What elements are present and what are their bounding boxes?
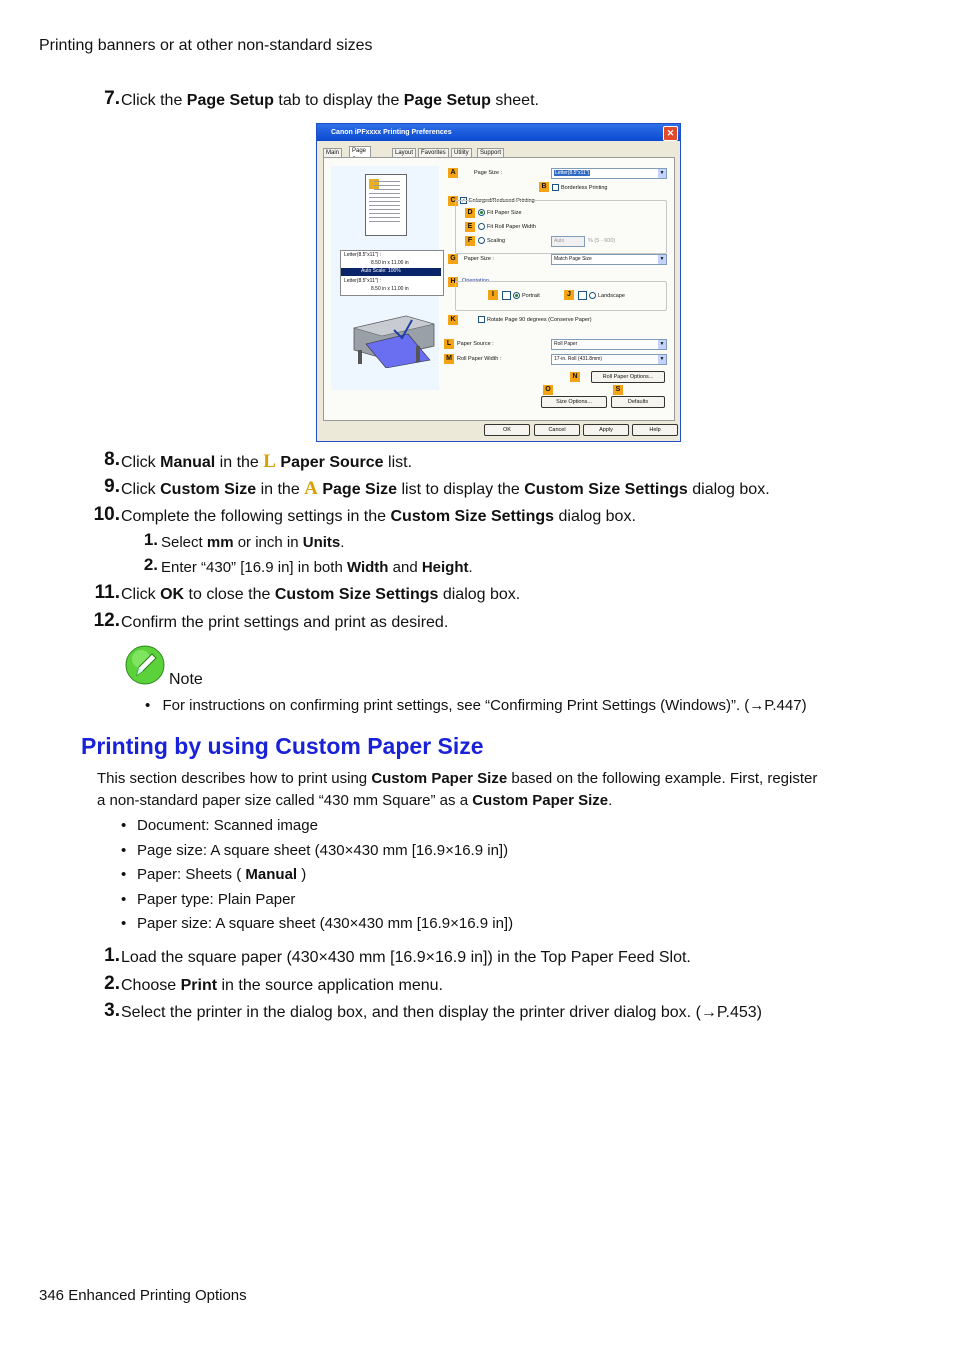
scaling-label: Scaling xyxy=(487,237,506,244)
roll-width-value: 17-in. Roll (431.8mm) xyxy=(554,356,603,362)
close-icon[interactable]: ✕ xyxy=(663,126,678,141)
step-text xyxy=(121,976,443,996)
note-text: For instructions on confirming print settings, see “Confirming Print Settings (Windows)”. (→P.447) xyxy=(162,697,807,714)
step-text xyxy=(121,948,691,968)
printing-preferences-screenshot xyxy=(316,123,681,442)
callout-o: O xyxy=(543,385,553,395)
paper-size-select[interactable] xyxy=(551,254,667,265)
landscape-radio[interactable] xyxy=(578,291,625,300)
bullet-text xyxy=(137,817,318,834)
dialog-title-bar xyxy=(317,124,680,141)
chevron-down-icon: ▼ xyxy=(659,341,665,347)
text-run: tab to display the xyxy=(273,92,404,109)
landscape-label: Landscape xyxy=(598,292,625,299)
tab-main[interactable]: Main xyxy=(323,148,342,159)
text-run: . xyxy=(608,792,613,809)
apply-button[interactable]: Apply xyxy=(583,424,629,436)
callout-h: H xyxy=(448,277,458,287)
example-bullet xyxy=(121,842,509,859)
callout-f: F xyxy=(465,236,475,246)
bold-term: Custom Paper Size xyxy=(371,770,508,787)
page-setup-panel xyxy=(323,157,675,421)
callout-j: J xyxy=(564,290,574,300)
note-bullet xyxy=(145,697,807,714)
intro-line-2 xyxy=(97,792,612,809)
step-number: 1. xyxy=(104,945,120,966)
text-run: Paper size: A square sheet (430×430 mm [16.9×16.9 in]) xyxy=(137,915,514,932)
text-run: dialog box. xyxy=(554,508,636,525)
text-run: in the xyxy=(215,454,264,471)
step-number: 12. xyxy=(93,610,120,631)
intro-line-1 xyxy=(97,770,817,787)
bold-term: Paper Source xyxy=(280,454,384,471)
step-text xyxy=(121,613,448,633)
step-10 xyxy=(90,504,890,529)
bullet-text xyxy=(137,915,513,932)
callout-letter: L xyxy=(263,451,276,472)
running-header: Printing banners or at other non-standard sizes xyxy=(39,37,373,54)
step-number: 9. xyxy=(104,476,120,497)
callout-k: K xyxy=(448,315,458,325)
ok-button[interactable]: OK xyxy=(484,424,530,436)
callout-d: D xyxy=(465,208,475,218)
borderless-checkbox[interactable] xyxy=(552,184,607,191)
step-text xyxy=(121,1003,762,1023)
bold-term: OK xyxy=(160,586,185,603)
text-run: Select the printer in the dialog box, and then display the printer driver dialog box. (→P.453) xyxy=(121,1004,762,1021)
text-run: a non-standard paper size called “430 mm Square” as a xyxy=(97,792,473,809)
text-run: and xyxy=(388,559,422,576)
text-run: sheet. xyxy=(490,92,539,109)
callout-s: S xyxy=(613,385,623,395)
text-run: Paper: Sheets ( xyxy=(137,866,246,883)
text-run: Click xyxy=(121,586,161,603)
callout-e: E xyxy=(465,222,475,232)
scaling-range: % (5 - 600) xyxy=(588,238,616,244)
paper-source-select[interactable] xyxy=(551,339,667,350)
roll-width-select[interactable] xyxy=(551,354,667,365)
scaling-radio[interactable] xyxy=(478,237,505,244)
callout-c: C xyxy=(448,196,458,206)
bullet-dot: • xyxy=(121,817,127,834)
callout-l: L xyxy=(444,339,454,349)
enlarged-checkbox[interactable]: ✓ Enlarged/Reduced Printing xyxy=(461,197,535,204)
info-line-highlight: Auto Scale: 100% xyxy=(341,268,441,276)
enlarged-label: Enlarged/Reduced Printing xyxy=(469,197,535,204)
text-run: dialog box. xyxy=(438,586,521,603)
text-run: list to display the xyxy=(397,481,525,498)
bold-term: Manual xyxy=(160,454,216,471)
example-bullet xyxy=(121,891,296,908)
step-7 xyxy=(90,88,890,113)
bold-term: Custom Paper Size xyxy=(472,792,609,809)
chevron-down-icon: ▼ xyxy=(659,170,665,176)
text-run: Click xyxy=(121,481,161,498)
bold-term: Print xyxy=(180,977,218,994)
step-11 xyxy=(90,582,890,607)
example-bullet xyxy=(121,915,514,932)
substep-text xyxy=(161,558,473,578)
text-run: Select xyxy=(161,534,207,551)
step-number: 10. xyxy=(93,504,120,525)
example-bullet xyxy=(121,866,307,883)
callout-b: B xyxy=(539,182,549,192)
fit-paper-radio[interactable] xyxy=(478,209,522,216)
substep-text xyxy=(161,533,344,553)
bullet-dot: • xyxy=(121,891,127,908)
bold-term: Custom Size Settings xyxy=(390,508,555,525)
bold-term: Units xyxy=(302,534,341,551)
tab-favorites[interactable]: Favorites xyxy=(418,148,449,159)
cancel-button[interactable]: Cancel xyxy=(534,424,580,436)
note-label: Note xyxy=(169,671,203,688)
substep-1 xyxy=(128,532,728,552)
tab-support[interactable]: Support xyxy=(477,148,504,159)
substep-2 xyxy=(128,557,728,577)
paper-source-label: Paper Source : xyxy=(457,341,494,347)
fit-paper-label: Fit Paper Size xyxy=(487,209,522,216)
section-step-3 xyxy=(90,1000,890,1025)
page-size-label: Page Size : xyxy=(474,170,503,176)
step-text xyxy=(121,452,412,473)
bullet-text xyxy=(137,842,508,859)
step-text xyxy=(121,585,520,605)
callout-i: I xyxy=(488,290,498,300)
text-run: Load the square paper (430×430 mm [16.9×16.9 in]) in the Top Paper Feed Slot. xyxy=(121,949,691,966)
size-options-button[interactable]: Size Options... xyxy=(541,396,607,408)
bullet-text xyxy=(137,866,306,883)
callout-g: G xyxy=(448,254,458,264)
bullet-dot: • xyxy=(145,697,151,714)
orientation-group xyxy=(455,281,667,311)
text-run: . xyxy=(340,534,345,551)
bold-term: Width xyxy=(346,559,389,576)
tab-utility[interactable]: Utility xyxy=(451,148,472,159)
tab-page-setup[interactable]: Page xyxy=(349,146,371,159)
step-8 xyxy=(90,449,890,474)
text-run: list. xyxy=(383,454,413,471)
callout-letter: A xyxy=(304,478,318,499)
text-run: based on the following example. First, register xyxy=(507,770,818,787)
paper-source-value: Roll Paper xyxy=(554,341,578,347)
text-run: Click xyxy=(121,454,161,471)
text-run: This section describes how to print using xyxy=(97,770,372,787)
bold-term: Custom Size xyxy=(160,481,257,498)
page-size-select[interactable] xyxy=(551,168,667,179)
bold-term: Page Setup xyxy=(403,92,491,109)
bullet-dot: • xyxy=(121,842,127,859)
bullet-dot: • xyxy=(121,866,127,883)
paper-preview xyxy=(365,174,407,236)
callout-n: N xyxy=(570,372,580,382)
step-text xyxy=(121,91,539,111)
note-pencil-icon xyxy=(125,645,165,685)
step-number: 2. xyxy=(104,973,120,994)
text-run: Choose xyxy=(121,977,181,994)
page-size-value: Letter(8.5"x11") xyxy=(555,170,590,176)
bold-term: Page Setup xyxy=(186,92,274,109)
fit-roll-radio[interactable] xyxy=(478,223,536,230)
step-number: 7. xyxy=(104,88,120,109)
text-run: Click the xyxy=(121,92,187,109)
text-run: Complete the following settings in the xyxy=(121,508,391,525)
orientation-label: Orientation xyxy=(462,278,489,284)
step-text xyxy=(121,507,636,527)
callout-m: M xyxy=(444,354,454,364)
portrait-label: Portrait xyxy=(522,292,540,299)
page-footer: 346 Enhanced Printing Options xyxy=(39,1287,247,1304)
text-run: Paper type: Plain Paper xyxy=(137,891,296,908)
step-9 xyxy=(90,476,890,501)
scaling-input[interactable]: Auto xyxy=(551,236,585,247)
step-number: 8. xyxy=(104,449,120,470)
rotate-checkbox[interactable] xyxy=(478,316,592,323)
step-12 xyxy=(90,610,890,635)
bold-term: Height xyxy=(421,559,469,576)
roll-options-button[interactable]: Roll Paper Options... xyxy=(591,371,665,383)
substep-number: 1. xyxy=(143,530,158,549)
preview-pane xyxy=(331,166,439,390)
info-line: 8.50 in x 11.00 in xyxy=(371,286,409,292)
tab-layout[interactable]: Layout xyxy=(392,148,416,159)
section-step-2 xyxy=(90,973,890,998)
help-button[interactable]: Help xyxy=(632,424,678,436)
text-run: or inch in xyxy=(233,534,303,551)
bold-term: Custom Size Settings xyxy=(524,481,688,498)
bold-term: Page Size xyxy=(322,481,398,498)
example-bullet xyxy=(121,817,318,834)
step-text xyxy=(121,479,770,500)
bold-term: mm xyxy=(206,534,234,551)
paper-size-value: Match Page Size xyxy=(554,256,592,262)
text-run: Document: Scanned image xyxy=(137,817,318,834)
text-run: in the xyxy=(256,481,305,498)
printer-illustration xyxy=(346,310,436,368)
info-line: Letter(8.5"x11") : xyxy=(344,252,382,258)
chevron-down-icon: ▼ xyxy=(659,256,665,262)
text-run: Page size: A square sheet (430×430 mm [16.9×16.9 in]) xyxy=(137,842,509,859)
text-run: Confirm the print settings and print as desired. xyxy=(121,614,449,631)
roll-width-label: Roll Paper Width : xyxy=(457,356,502,362)
size-info-box xyxy=(340,250,444,296)
info-line: Letter(8.5"x11") : xyxy=(344,278,382,284)
borderless-label: Borderless Printing xyxy=(561,184,608,191)
step-number: 11. xyxy=(94,582,120,603)
bullet-dot: • xyxy=(121,915,127,932)
defaults-button[interactable]: Defaults xyxy=(611,396,665,408)
fit-roll-label: Fit Roll Paper Width xyxy=(487,223,536,230)
substep-number: 2. xyxy=(143,555,158,574)
chevron-down-icon: ▼ xyxy=(659,356,665,362)
text-run: . xyxy=(468,559,473,576)
callout-a: A xyxy=(448,168,458,178)
text-run: dialog box. xyxy=(687,481,770,498)
text-run: Enter “430” [16.9 in] in both xyxy=(161,559,347,576)
bold-term: Custom Size Settings xyxy=(274,586,439,603)
step-number: 3. xyxy=(104,1000,120,1021)
section-title: Printing by using Custom Paper Size xyxy=(81,733,484,759)
dialog-title: Canon iPFxxxx Printing Preferences xyxy=(331,129,452,136)
paper-size-label: Paper Size : xyxy=(464,256,494,262)
rotate-label: Rotate Page 90 degrees (Conserve Paper) xyxy=(487,316,592,323)
bullet-text xyxy=(137,891,295,908)
bold-term: Manual xyxy=(245,866,298,883)
text-run: in the source application menu. xyxy=(217,977,443,994)
text-run: ) xyxy=(297,866,307,883)
portrait-radio[interactable] xyxy=(502,291,540,300)
text-run: to close the xyxy=(184,586,275,603)
section-step-1 xyxy=(90,945,890,970)
info-line: 8.50 in x 11.00 in xyxy=(371,260,409,266)
